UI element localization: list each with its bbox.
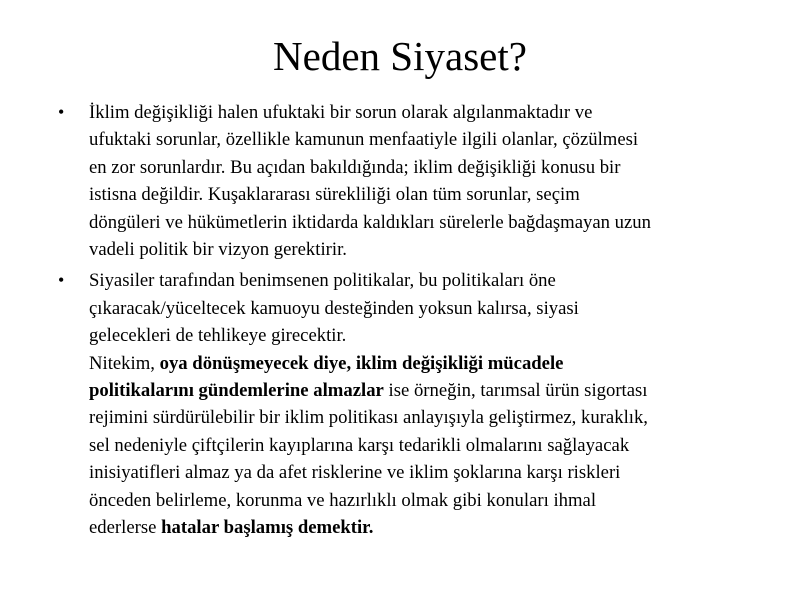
para2-last-bold: hatalar başlamış demektir. (161, 517, 374, 539)
para2-rest-2: ise örneğin, tarımsal ürün sigortası (383, 380, 648, 402)
bullet-2-para2-line-3: rejimini sürdürülebilir bir iklim politikası anlayışıyla geliştirmez, kuraklık, (89, 407, 648, 429)
bullet-1-line-2: ufuktaki sorunlar, özellikle kamunun menfaatiyle ilgili olanlar, çözülmesi (89, 129, 639, 151)
bullet-1-line-3: en zor sorunlardır. Bu açıdan bakıldığında; iklim değişikliği konusu bir (89, 156, 621, 178)
bullet-item-1 (58, 99, 770, 263)
bullet-list (58, 99, 770, 542)
bullet-2-line-3: gelecekleri de tehlikeye girecektir. (89, 325, 347, 347)
slide-title: Neden Siyaset? (273, 33, 527, 79)
para2-bold-1: oya dönüşmeyecek diye, iklim değişikliği mücadele (159, 352, 564, 374)
bullet-2-line-2: çıkaracak/yüceltecek kamuoyu desteğinden yoksun kalırsa, siyasi (89, 297, 579, 319)
bullet-2-para2-line-2 (89, 377, 770, 404)
para2-last-prefix: ederlerse (89, 517, 162, 539)
bullet-2-para2-line-7 (89, 514, 770, 541)
bullet-2-line-1: Siyasiler tarafından benimsenen politikalar, bu politikaları öne (89, 270, 556, 292)
bullet-2-para2-line-4: sel nedeniyle çiftçilerin kayıplarına karşı tedarikli olmalarını sağlayacak (89, 434, 630, 456)
para2-bold-2: politikalarını gündemlerine almazlar (89, 380, 384, 402)
bullet-1-line-6: vadeli politik bir vizyon gerektirir. (89, 239, 347, 261)
bullet-icon: • (58, 270, 65, 291)
para2-prefix: Nitekim, (89, 352, 160, 374)
bullet-icon: • (58, 102, 65, 122)
bullet-item-2 (58, 267, 770, 541)
bullet-1-line-1: İklim değişikliği halen ufuktaki bir sorun olarak algılanmaktadır ve (89, 102, 593, 123)
bullet-2-para2-line-5: inisiyatifleri almaz ya da afet risklerine ve iklim şoklarına karşı riskleri (89, 462, 621, 484)
bullet-2-para2-line-1 (89, 350, 770, 377)
bullet-1-line-5: döngüleri ve hükümetlerin iktidarda kaldıkları sürelerle bağdaşmayan uzun (89, 211, 651, 233)
bullet-2-para2-line-6: önceden belirleme, korunma ve hazırlıklı olmak gibi konuları ihmal (89, 489, 597, 511)
bullet-1-line-4: istisna değildir. Kuşaklararası sürekliliği olan tüm sorunlar, seçim (89, 184, 580, 206)
